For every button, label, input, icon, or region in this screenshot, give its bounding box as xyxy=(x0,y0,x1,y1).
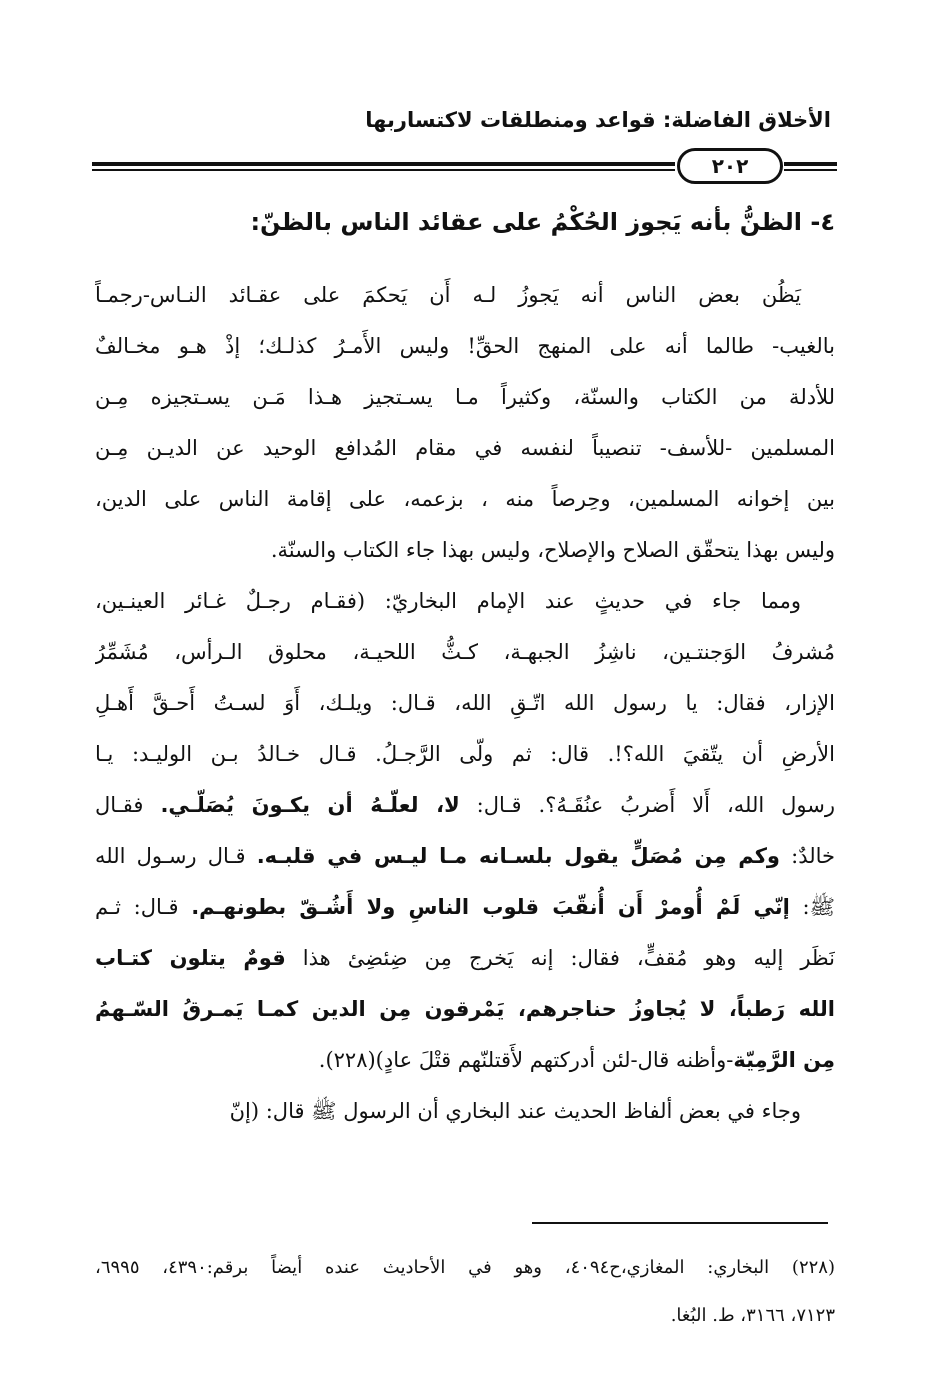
paragraph-2-line: الأرضِ أن يتّقيَ الله؟!. قال: ثم ولّى الرَّجـلُ. قـال خـالدُ بـن الوليـد: يـا xyxy=(95,742,835,766)
rule-line-right-thin xyxy=(784,169,837,171)
footnotes xyxy=(95,1244,835,1340)
hadith-bold-text: وكم مِن مُصَلٍّ يقول بلسـانه مـا ليـس في قلبـه. xyxy=(256,844,780,868)
paragraph-2-line: الإزار، فقال: يا رسول الله اتّـقِ الله، قـال: ويلـك، أَوَ لسـتُ أَحـقَّ أَهـلِ xyxy=(95,691,835,715)
paragraph-2-line xyxy=(95,780,835,831)
paragraph-2-line xyxy=(95,831,835,882)
section-heading: ٤- الظنُّ بأنه يَجوز الحُكْمُ على عقائد الناس بالظنّ: xyxy=(250,208,835,236)
paragraph-2-line: مُشرفُ الوَجنتـين، ناشِزُ الجبهـة، كـثُّ اللحيـة، محلوق الـرأس، مُشَمِّرُ xyxy=(95,640,835,664)
footnote-line: ٧١٢٣، ٣١٦٦، ط. البُغا. xyxy=(670,1305,835,1326)
paragraph-1-line: وليس بهذا يتحقّق الصلاح والإصلاح، وليس بهذا جاء الكتاب والسنّة. xyxy=(270,538,835,562)
paragraph-2-line xyxy=(95,933,835,984)
hadith-text: ﷺ: xyxy=(802,895,835,919)
page-number: ٢٠٢ xyxy=(677,148,783,184)
paragraph-2-line xyxy=(95,1035,835,1086)
paragraph-1-line: يَظُن بعض الناس أنه يَجوزُ لـه أَن يَحكمَ على عقـائد النـاس-رجمـاً xyxy=(95,283,801,307)
hadith-text: خالدٌ: xyxy=(791,844,835,868)
rule-line-left-thin xyxy=(92,169,675,171)
hadith-bold-text: الله رَطباً، لا يُجاوزُ حناجرهم، يَمْرقون مِن الدين كمـا يَمـرقُ السّـهمُ xyxy=(95,997,835,1021)
hadith-bold-text: لا، لعلّـهُ أن يكـونَ يُصَلّـي. xyxy=(160,793,460,817)
rule-line-right-thick xyxy=(784,162,837,166)
paragraph-1-line: للأدلة من الكتاب والسنّة، وكثيراً مـا يسـتجيز هـذا مَـن يسـتجيزه مِـن xyxy=(95,385,835,409)
hadith-bold-text: قومٌ يتلون كتـاب xyxy=(95,946,286,970)
hadith-text: قـال رسـول الله xyxy=(95,844,246,868)
paragraph-2-line xyxy=(95,984,835,1035)
footnote-separator xyxy=(532,1222,828,1224)
paragraph-2-line: ومما جاء في حديثٍ عند الإمام البخاريّ: (فقـام رجـلٌ غـائر العينـين، xyxy=(95,589,801,613)
hadith-text: رسول الله، أَلا أَضربُ عنُقَـهُ؟. قـال: xyxy=(476,793,835,817)
footnote-line: (٢٢٨) البخاري: المغازي،ح٤٠٩٤، وهو في الأحاديث عنده أيضاً برقم:٤٣٩٠، ٦٩٩٥، xyxy=(95,1257,835,1278)
hadith-text: فقـال xyxy=(95,793,144,817)
header-rule xyxy=(92,148,837,188)
paragraph-2-line xyxy=(95,882,835,933)
body-text xyxy=(95,270,835,1137)
paragraph-1-line: بين إخوانه المسلمين، وحِرصاً منه ، بزعمه، على إقامة الناس على الدين، xyxy=(95,487,835,511)
running-title: الأخلاق الفاضلة: قواعد ومنطلقات لاكتساربها xyxy=(365,108,831,132)
rule-line-left-thick xyxy=(92,162,675,166)
paragraph-1-line: بالغيب- طالما أنه على المنهج الحقِّ! وليس الأَمـرُ كذلـك؛ إذْ هـو مخـالفٌ xyxy=(95,334,835,358)
hadith-text: -وأظنه قال-لئن أدركتهم لأَقتلنّهم قتْلَ عادٍ)(٢٢٨). xyxy=(318,1048,734,1072)
hadith-text: قـال: ثـم xyxy=(95,895,179,919)
hadith-text: نَظَر إليه وهو مُقفٍّ، فقال: إنه يَخرج مِن ضِئضِئ هذا xyxy=(302,946,835,970)
paragraph-3-line: وجاء في بعض ألفاظ الحديث عند البخاري أن الرسول ﷺ قال: (إنّ xyxy=(229,1099,801,1123)
paragraph-1-line: المسلمين -للأسف- تنصيباً لنفسه في مقام المُدافع الوحيد عن الديـن مِـن xyxy=(95,436,835,460)
hadith-bold-text: إنّي لَمْ أُومرْ أَن أُنقّبَ قلوب الناسِ ولا أَشُـقّ بطونهـم. xyxy=(191,895,790,919)
hadith-bold-text: مِن الرَّمِيّة xyxy=(733,1048,835,1072)
